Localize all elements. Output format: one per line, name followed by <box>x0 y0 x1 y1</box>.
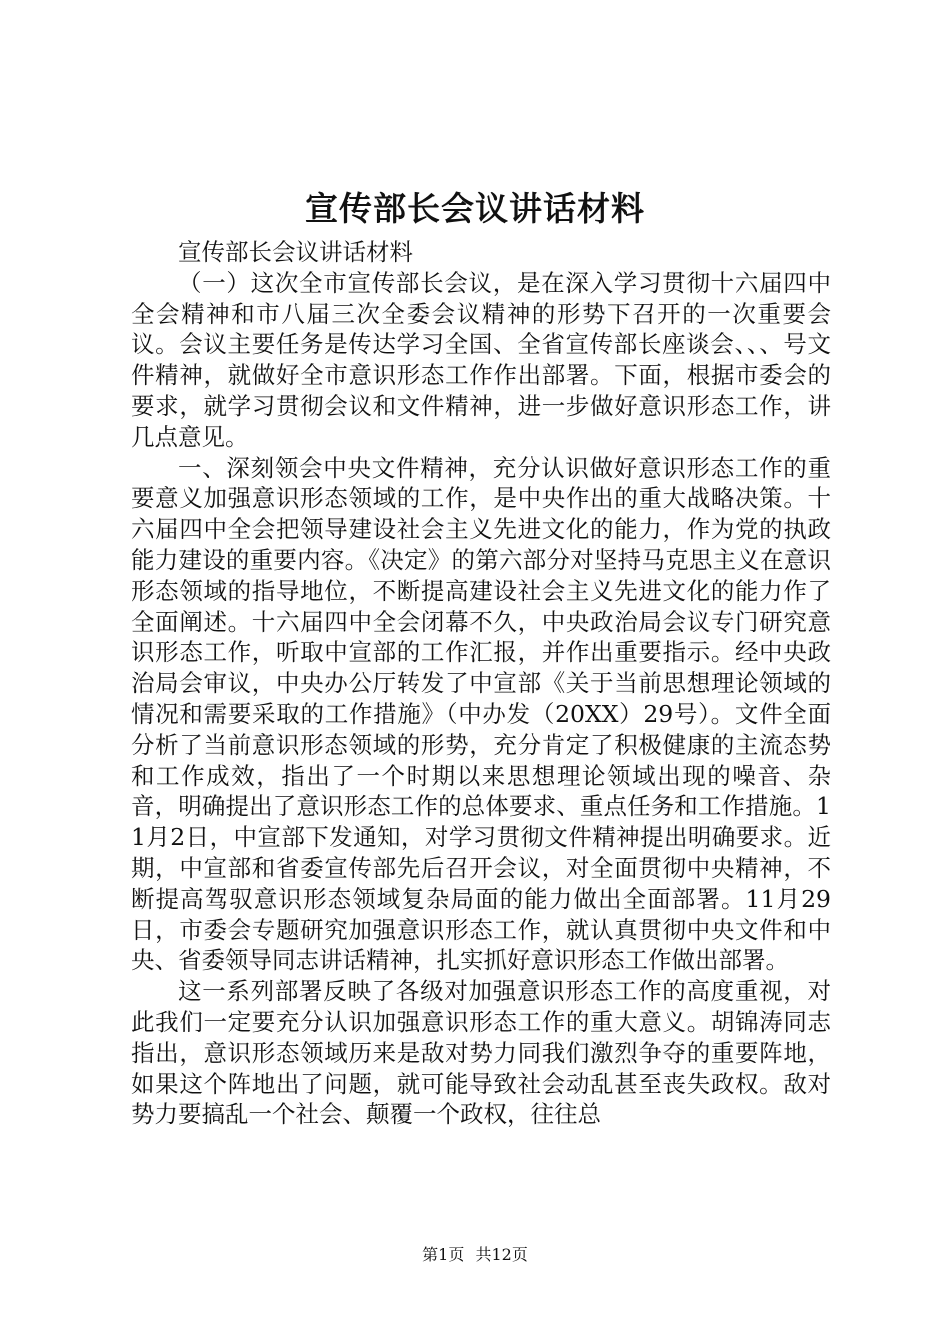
page-total: 共12页 <box>475 1245 528 1264</box>
document-body <box>131 237 831 1130</box>
page-footer <box>0 1244 950 1266</box>
paragraph-subtitle: 宣传部长会议讲话材料 <box>178 238 413 266</box>
page-number: 第1页 <box>422 1245 465 1264</box>
paragraph-section-one: 一、深刻领会中央文件精神，充分认识做好意识形态工作的重要意义加强意识形态领域的工作，是中央作出的重大战略决策。十六届四中全会把领导建设社会主义先进文化的能力，作为党的执政能力建设的重要内容。《决定》的第六部分对坚持马克思主义在意识形态领域的指导地位，不断提高建设社会主义先进文化的能力作了全面阐述。十六届四中全会闭幕不久，中央政治局会议专门研究意识形态工作，听取中宣部的工作汇报，并作出重要指示。经中央政治局会审议，中央办公厅转发了中宣部《关于当前思想理论领域的情况和需要采取的工作措施》（中办发（20XX）29号）。文件全面分析了当前意识形态领域的形势，充分肯定了积极健康的主流态势和工作成效，指出了一个时期以来思想理论领域出现的噪音、杂音，明确提出了意识形态工作的总体要求、重点任务和工作措施。11月2日，中宣部下发通知，对学习贯彻文件精神提出明确要求。近期，中宣部和省委宣传部先后召开会议，对全面贯彻中央精神，不断提高驾驭意识形态领域复杂局面的能力做出全面部署。11月29日，市委会专题研究加强意识形态工作，就认真贯彻中央文件和中央、省委领导同志讲话精神，扎实抓好意识形态工作做出部署。 <box>131 453 831 975</box>
paragraph-intro: （一）这次全市宣传部长会议，是在深入学习贯彻十六届四中全会精神和市八届三次全委会议精神的形势下召开的一次重要会议。会议主要任务是传达学习全国、全省宣传部长座谈会、、、号文件精神，就做好全市意识形态工作作出部署。下面，根据市委会的要求，就学习贯彻会议和文件精神，进一步做好意识形态工作，讲几点意见。 <box>131 268 831 451</box>
document-title: 宣传部长会议讲话材料 <box>305 189 645 228</box>
paragraph-significance: 这一系列部署反映了各级对加强意识形态工作的高度重视，对此我们一定要充分认识加强意识形态工作的重大意义。胡锦涛同志指出，意识形态领域历来是敌对势力同我们激烈争夺的重要阵地，如果这个阵地出了问题，就可能导致社会动乱甚至丧失政权。敌对势力要搞乱一个社会、颠覆一个政权，往往总 <box>131 977 831 1129</box>
